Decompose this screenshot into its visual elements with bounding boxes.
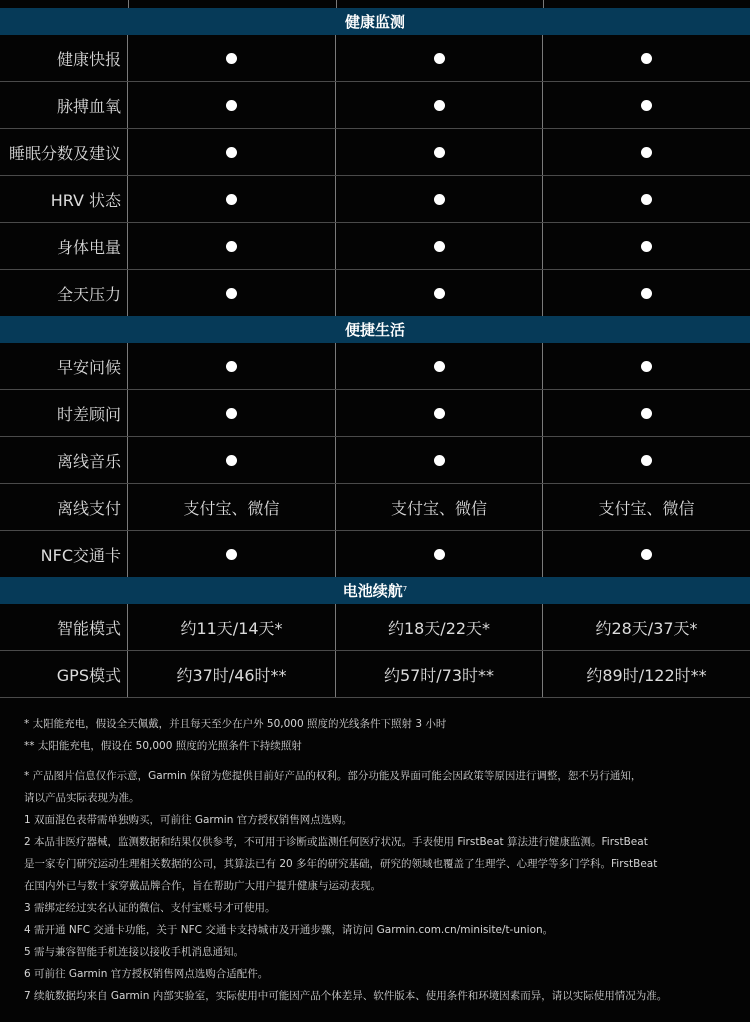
table-row: [0, 129, 750, 176]
row-label: 全天压力: [0, 270, 128, 316]
footnote-2b: 是一家专门研究运动生理相关数据的公司，其算法已有 20 多年的研究基础，研究的领域也覆盖了生理学、心理学等多门学科。FirstBeat: [24, 858, 658, 870]
supported-dot-icon: [226, 408, 237, 419]
feature-value: 支付宝、微信: [336, 484, 543, 530]
column-divider: [336, 0, 337, 8]
row-label: 健康快报: [0, 35, 128, 81]
feature-cell: [128, 223, 336, 269]
feature-cell: [543, 531, 750, 577]
row-label: 时差顾问: [0, 390, 128, 436]
feature-cell: [336, 343, 543, 389]
row-label: 离线音乐: [0, 437, 128, 483]
feature-cell: [543, 223, 750, 269]
feature-cell: [543, 343, 750, 389]
supported-dot-icon: [434, 100, 445, 111]
supported-dot-icon: [434, 147, 445, 158]
feature-value: 支付宝、微信: [128, 484, 336, 530]
feature-cell: [336, 82, 543, 128]
supported-dot-icon: [226, 361, 237, 372]
table-row: [0, 437, 750, 484]
feature-cell: [128, 531, 336, 577]
section-title: 便捷生活: [344, 321, 405, 339]
feature-value: 约11天/14天*: [128, 604, 336, 650]
feature-value: 支付宝、微信: [598, 498, 695, 518]
section-title: 健康监测: [344, 13, 405, 31]
feature-value: 约18天/22天*: [336, 604, 543, 650]
supported-dot-icon: [434, 194, 445, 205]
feature-cell: [336, 223, 543, 269]
footnote-2a: 2 本品非医疗器械，监测数据和结果仅供参考，不可用于诊断或监测任何医疗状况。手表使用 FirstBeat 算法进行健康监测。FirstBeat: [24, 836, 648, 848]
feature-cell: [336, 129, 543, 175]
supported-dot-icon: [226, 288, 237, 299]
table-row: [0, 343, 750, 390]
section-header-battery: [0, 577, 750, 604]
supported-dot-icon: [434, 288, 445, 299]
section-header-convenience: [0, 316, 750, 343]
table-row: [0, 82, 750, 129]
feature-cell: [543, 129, 750, 175]
feature-cell: [128, 437, 336, 483]
feature-cell: [128, 176, 336, 222]
row-label: 智能模式: [0, 604, 128, 650]
supported-dot-icon: [434, 361, 445, 372]
feature-cell: [128, 390, 336, 436]
row-label: GPS模式: [0, 651, 128, 697]
supported-dot-icon: [434, 408, 445, 419]
supported-dot-icon: [226, 53, 237, 64]
row-label: 早安问候: [0, 343, 128, 389]
supported-dot-icon: [226, 455, 237, 466]
footnote-2c: 在国内外已与数十家穿戴品牌合作，旨在帮助广大用户提升健康与运动表现。: [24, 880, 381, 892]
feature-cell: [336, 390, 543, 436]
supported-dot-icon: [641, 288, 652, 299]
table-row: [0, 35, 750, 82]
supported-dot-icon: [434, 53, 445, 64]
footnote-solar-2: ** 太阳能充电，假设在 50,000 照度的光照条件下持续照射: [24, 740, 302, 752]
supported-dot-icon: [641, 194, 652, 205]
footnote-1: 1 双面混色表带需单独购买，可前往 Garmin 官方授权销售网点选购。: [24, 814, 353, 826]
supported-dot-icon: [641, 53, 652, 64]
footnote-5: 5 需与兼容智能手机连接以接收手机消息通知。: [24, 946, 245, 958]
supported-dot-icon: [641, 147, 652, 158]
feature-cell: [128, 35, 336, 81]
supported-dot-icon: [641, 241, 652, 252]
table-row: [0, 223, 750, 270]
feature-cell: [336, 35, 543, 81]
supported-dot-icon: [641, 455, 652, 466]
table-row: [0, 604, 750, 651]
footnote-marker: 7: [402, 584, 408, 593]
footnote-7: 7 续航数据均来自 Garmin 内部实验室，实际使用中可能因产品个体差异、软件版本、使用条件和环境因素而异，请以实际使用情况为准。: [24, 990, 668, 1002]
supported-dot-icon: [226, 194, 237, 205]
row-label: 身体电量: [0, 223, 128, 269]
feature-value: 约37时/46时**: [128, 651, 336, 697]
feature-cell: [336, 270, 543, 316]
footnote-3: 3 需绑定经过实名认证的微信、支付宝账号才可使用。: [24, 902, 276, 914]
supported-dot-icon: [641, 549, 652, 560]
feature-cell: [336, 531, 543, 577]
section-title: 电池续航: [342, 582, 403, 600]
supported-dot-icon: [226, 147, 237, 158]
footnote-4: 4 需开通 NFC 交通卡功能，关于 NFC 交通卡支持城市及开通步骤，请访问 Garmin.com.cn/minisite/t-union。: [24, 924, 554, 936]
feature-cell: [543, 82, 750, 128]
column-divider: [543, 0, 544, 8]
feature-value: 约28天/37天*: [595, 618, 698, 638]
supported-dot-icon: [641, 408, 652, 419]
row-label: 离线支付: [0, 484, 128, 530]
supported-dot-icon: [434, 455, 445, 466]
row-label: 脉搏血氧: [0, 82, 128, 128]
feature-cell: [128, 129, 336, 175]
feature-cell: [128, 270, 336, 316]
feature-cell: [543, 176, 750, 222]
disclaimer-line-2: 请以产品实际表现为准。: [24, 792, 140, 804]
feature-cell: [128, 343, 336, 389]
row-label: HRV 状态: [0, 176, 128, 222]
feature-value: 约89时/122时**: [586, 665, 707, 685]
table-row: [0, 651, 750, 698]
row-label: 睡眠分数及建议: [0, 129, 128, 175]
disclaimer-line-1: * 产品图片信息仅作示意，Garmin 保留为您提供目前好产品的权利。部分功能及界面可能会因政策等原因进行调整，恕不另行通知，: [24, 770, 642, 782]
feature-cell: [543, 35, 750, 81]
supported-dot-icon: [641, 361, 652, 372]
feature-cell: [336, 437, 543, 483]
feature-cell: [543, 437, 750, 483]
footnotes: [24, 713, 734, 1007]
table-row: [0, 176, 750, 223]
feature-cell: [336, 176, 543, 222]
column-divider: [128, 0, 129, 8]
table-row: [0, 270, 750, 316]
supported-dot-icon: [434, 241, 445, 252]
table-row: [0, 484, 750, 531]
footnote-6: 6 可前往 Garmin 官方授权销售网点选购合适配件。: [24, 968, 269, 980]
supported-dot-icon: [226, 549, 237, 560]
supported-dot-icon: [226, 100, 237, 111]
supported-dot-icon: [641, 100, 652, 111]
section-header-health: [0, 8, 750, 35]
feature-cell: [543, 390, 750, 436]
table-top-stub: [0, 0, 750, 8]
feature-cell: [128, 82, 336, 128]
supported-dot-icon: [226, 241, 237, 252]
table-row: [0, 531, 750, 577]
row-label: NFC交通卡: [0, 531, 128, 577]
supported-dot-icon: [434, 549, 445, 560]
feature-cell: [543, 270, 750, 316]
footnote-solar-1: * 太阳能充电，假设全天佩戴，并且每天至少在户外 50,000 照度的光线条件下照射 3 小时: [24, 718, 447, 730]
table-row: [0, 390, 750, 437]
feature-value: 约57时/73时**: [336, 651, 543, 697]
